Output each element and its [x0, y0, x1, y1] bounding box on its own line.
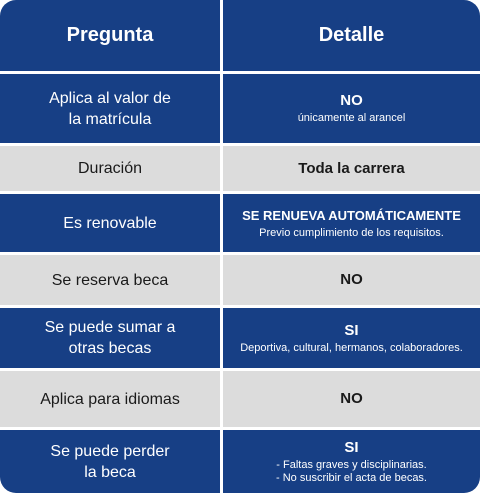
answer-detail: Previo cumplimiento de los requisitos.: [259, 226, 444, 239]
answer-cell: [223, 371, 480, 427]
question-line-2: otras becas: [68, 340, 152, 357]
question-text: [45, 317, 176, 359]
answer-text: NO: [340, 92, 363, 109]
table-row: [0, 430, 480, 493]
answer-list-item: - No suscribir el acta de becas.: [275, 471, 427, 484]
answer-cell: [223, 255, 480, 305]
question-text: Es renovable: [63, 214, 157, 232]
question-cell: [0, 74, 220, 143]
question-text: Se reserva beca: [51, 271, 169, 289]
table-header: [0, 0, 480, 71]
question-line-2: la matrícula: [68, 110, 152, 128]
header-detalle-label: Detalle: [318, 24, 385, 46]
question-text: [50, 441, 169, 483]
header-pregunta-label: Pregunta: [66, 24, 154, 46]
answer-cell: [223, 146, 480, 191]
question-cell: [0, 430, 220, 493]
answer-list: [276, 459, 427, 485]
question-cell: [0, 371, 220, 427]
header-detalle: [223, 0, 480, 71]
question-cell: [0, 146, 220, 191]
answer-cell: [223, 194, 480, 252]
table-row: [0, 74, 480, 143]
question-text: [49, 88, 171, 130]
header-pregunta: [0, 0, 220, 71]
question-cell: [0, 308, 220, 368]
answer-detail: únicamente al arancel: [297, 112, 406, 124]
table-row: [0, 371, 480, 427]
table-row: [0, 255, 480, 305]
answer-detail: Deportiva, cultural, hermanos, colaboradores.: [240, 341, 463, 354]
answer-text: SE RENUEVA AUTOMÁTICAMENTE: [242, 207, 461, 223]
answer-text: SI: [344, 438, 359, 456]
question-text: Aplica para idiomas: [40, 390, 180, 408]
question-text: Duración: [77, 160, 143, 177]
answer-text: SI: [344, 321, 359, 339]
question-line-1: Aplica al valor de: [49, 89, 171, 107]
answer-cell: [223, 308, 480, 368]
question-line-1: Se puede sumar a: [44, 319, 176, 336]
question-line-2: la beca: [84, 463, 136, 481]
answer-list-item: - Faltas graves y disciplinarias.: [276, 458, 427, 471]
answer-cell: [223, 430, 480, 493]
question-line-1: Se puede perder: [50, 442, 170, 460]
answer-text: Toda la carrera: [298, 159, 405, 177]
table-row: [0, 308, 480, 368]
question-cell: [0, 255, 220, 305]
question-cell: [0, 194, 220, 252]
table-row: [0, 194, 480, 252]
answer-cell: [223, 74, 480, 143]
answer-text: NO: [340, 271, 363, 288]
answer-text: NO: [340, 390, 363, 407]
table-row: [0, 146, 480, 191]
